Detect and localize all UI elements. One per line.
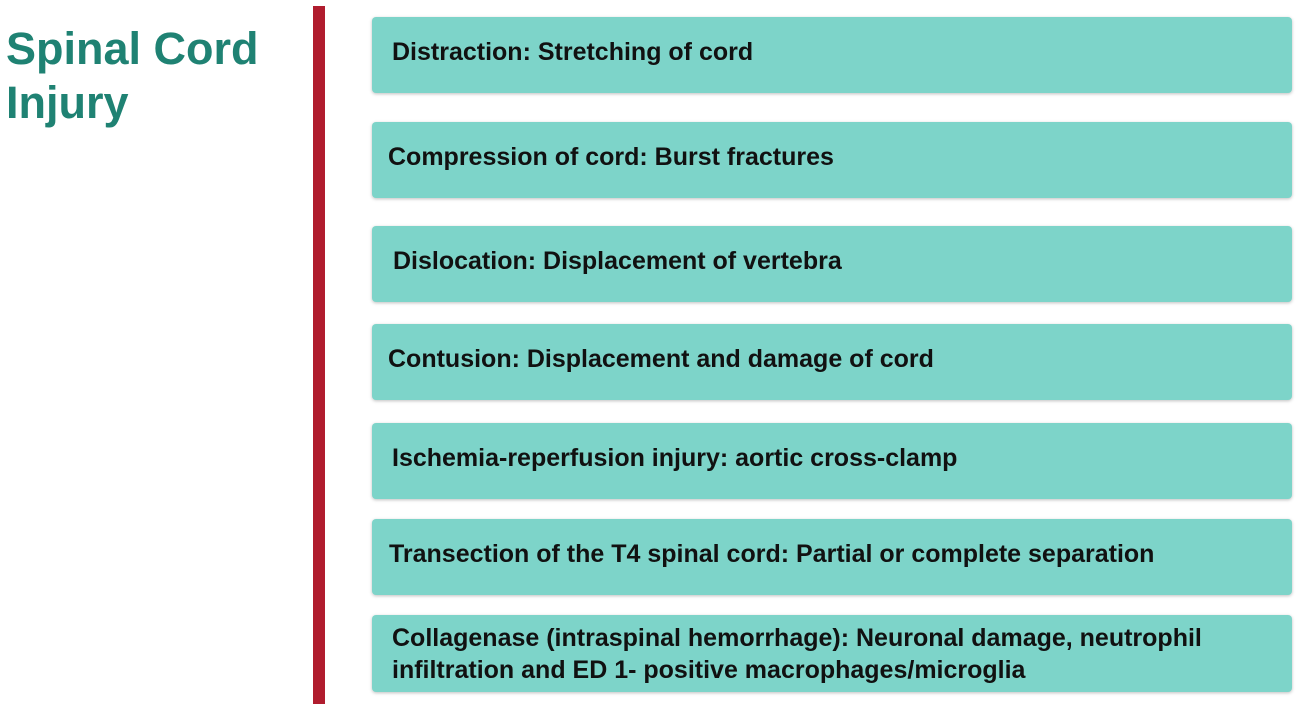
injury-type-box-dislocation — [372, 226, 1292, 302]
injury-type-box-ischemia — [372, 423, 1292, 499]
injury-type-text: Contusion: Displacement and damage of cord — [388, 345, 934, 373]
vertical-divider — [313, 6, 325, 704]
injury-type-box-collagenase — [372, 615, 1292, 692]
injury-type-text: Transection of the T4 spinal cord: Partial or complete separation — [389, 540, 1155, 568]
injury-type-text: Ischemia-reperfusion injury: aortic cross-clamp — [392, 444, 958, 472]
injury-type-text: Distraction: Stretching of cord — [392, 38, 754, 66]
injury-type-box-compression — [372, 122, 1292, 198]
injury-type-box-transection — [372, 519, 1292, 595]
injury-type-box-contusion — [372, 324, 1292, 400]
injury-type-text: Dislocation: Displacement of vertebra — [393, 247, 842, 275]
diagram-title: Spinal Cord Injury — [6, 23, 259, 128]
injury-type-text: Collagenase (intraspinal hemorrhage): Neuronal damage, neutrophil infiltration and ED 1- positive macrophages/microglia — [392, 623, 1202, 684]
injury-type-box-distraction — [372, 17, 1292, 93]
injury-type-text: Compression of cord: Burst fractures — [388, 143, 834, 171]
